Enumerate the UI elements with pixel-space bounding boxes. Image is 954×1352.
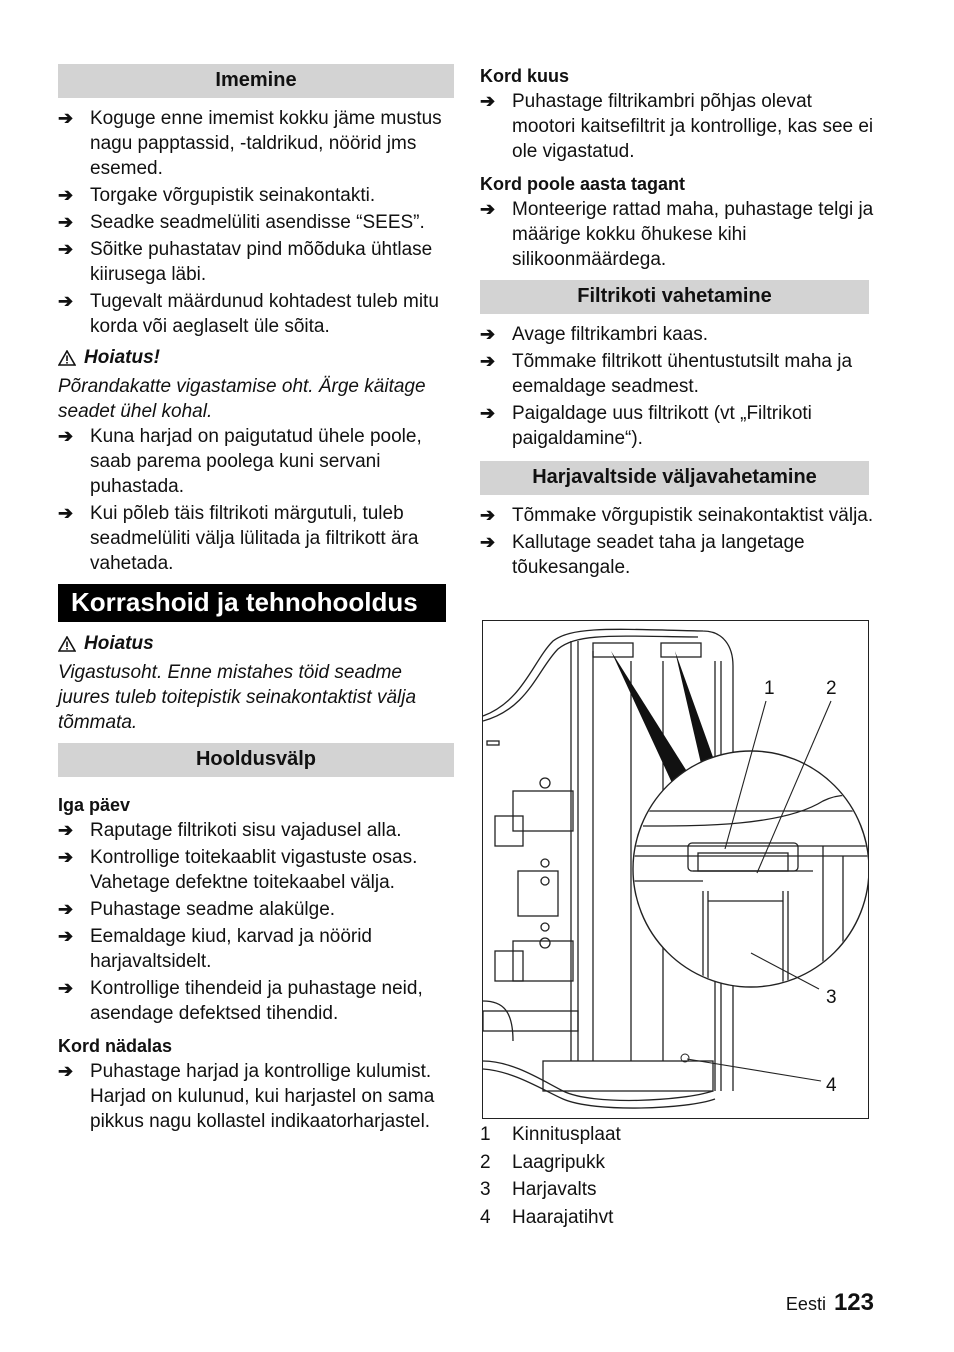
warning-text-1: Põrandakatte vigastamise oht. Ärge käitage seadet ühel kohal. (58, 376, 426, 422)
bullet-text: Sõitke puhastatav pind mõõduka ühtlase kiirusega läbi. (90, 239, 433, 285)
bullet-item (58, 976, 454, 1026)
imemine-list-2 (58, 424, 454, 576)
legend-label: Kinnitusplaat (512, 1124, 621, 1145)
legend-number: 1 (480, 1124, 491, 1145)
warning-title-2-text: Hoiatus (84, 633, 154, 654)
filtrikoti-list (480, 322, 878, 451)
bullet-item (58, 237, 454, 287)
bullet-text: Avage filtrikambri kaas. (512, 324, 709, 345)
brush-roller-illustration (483, 621, 869, 1119)
iga-paev-title: Iga päev (58, 795, 131, 815)
legend-number: 3 (480, 1179, 491, 1200)
footer-language: Eesti (785, 1294, 826, 1314)
arrow-right-icon: ➔ (480, 199, 496, 219)
legend-number: 2 (480, 1151, 491, 1173)
arrow-right-icon: ➔ (58, 926, 74, 946)
warning-text-2: Vigastusoht. Enne mistahes töid seadme juures tuleb toitepistik seinakontaktist välja tõmmata. (58, 662, 417, 733)
bullet-item (480, 322, 878, 347)
bullet-text: Seadke seadmelüliti asendisse “SEES”. (90, 212, 425, 233)
bullet-item (480, 89, 878, 164)
legend-label: Harjavalts (512, 1179, 597, 1200)
arrow-right-icon: ➔ (58, 239, 74, 259)
arrow-right-icon: ➔ (58, 820, 74, 840)
legend-row (480, 1204, 621, 1232)
arrow-right-icon: ➔ (480, 351, 496, 371)
kord-poole-title: Kord poole aasta tagant (480, 174, 686, 194)
bullet-item (480, 530, 878, 580)
bullet-text: Puhastage filtrikambri põhjas olevat mootori kaitsefiltrit ja kontrollige, kas see ei ole vigastatud. (512, 91, 874, 162)
arrow-right-icon: ➔ (58, 291, 74, 311)
kord-poole-list (480, 197, 878, 272)
bullet-item (58, 1059, 454, 1134)
arrow-right-icon: ➔ (58, 108, 74, 128)
bullet-item (480, 401, 878, 451)
arrow-right-icon: ➔ (480, 324, 496, 344)
bullet-item (58, 183, 454, 208)
right-column (480, 64, 878, 580)
bullet-text: Torgake võrgupistik seinakontakti. (90, 185, 376, 206)
bullet-text: Tugevalt määrdunud kohtadest tuleb mitu korda või aeglaselt üle sõita. (90, 291, 439, 337)
arrow-right-icon: ➔ (480, 403, 496, 423)
bullet-item (58, 818, 454, 843)
bullet-text: Monteerige rattad maha, puhastage telgi ja määrige kokku õhukese kihi silikoonmäärdega. (512, 199, 874, 270)
bullet-item (480, 349, 878, 399)
bullet-item (58, 924, 454, 974)
bullet-text: Raputage filtrikoti sisu vajadusel alla. (90, 820, 402, 841)
warning-title-1-text: Hoiatus! (84, 347, 160, 368)
arrow-right-icon: ➔ (58, 1061, 74, 1081)
bullet-text: Kontrollige toitekaablit vigastuste osas. Vahetage defektne toitekaabel välja. (90, 847, 418, 893)
bullet-text: Tõmmake filtrikott ühentustutsilt maha ja eemaldage seadmest. (512, 351, 853, 397)
bullet-text: Koguge enne imemist kokku jäme mustus nagu papptassid, -taldrikud, nöörid jms esemed. (90, 108, 442, 179)
bullet-item (58, 897, 454, 922)
legend-row (480, 1149, 621, 1177)
bullet-text: Kuna harjad on paigutatud ühele poole, saab parema poolega kuni servani puhastada. (90, 426, 422, 497)
bullet-item (480, 503, 878, 528)
arrow-right-icon: ➔ (480, 505, 496, 525)
harja-heading: Harjavaltside väljavahetamine (480, 461, 869, 495)
bullet-text: Puhastage seadme alakülge. (90, 899, 336, 920)
imemine-heading: Imemine (58, 64, 454, 98)
bullet-item (58, 106, 454, 181)
legend-row (480, 1121, 621, 1149)
bullet-item (58, 501, 454, 576)
arrow-right-icon: ➔ (58, 185, 74, 205)
bullet-text: Tõmmake võrgupistik seinakontaktist välja. (512, 505, 874, 526)
bullet-text: Kallutage seadet taha ja langetage tõukesangale. (512, 532, 805, 578)
arrow-right-icon: ➔ (58, 847, 74, 867)
arrow-right-icon: ➔ (58, 503, 74, 523)
bullet-text: Kui põleb täis filtrikoti märgutuli, tuleb seadmelüliti välja lülitada ja filtrikott ära vahetada. (90, 503, 419, 574)
bullet-item (58, 424, 454, 499)
bullet-text: Eemaldage kiud, karvad ja nöörid harjavaltsidelt. (90, 926, 373, 972)
bullet-text: Paigaldage uus filtrikott (vt „Filtrikoti paigaldamine“). (512, 403, 812, 449)
kord-nadalas-list (58, 1059, 454, 1134)
figure-legend (480, 1121, 621, 1231)
bullet-item (58, 210, 454, 235)
warning-triangle-icon (58, 350, 76, 366)
kord-kuus-list (480, 89, 878, 164)
arrow-right-icon: ➔ (58, 426, 74, 446)
bullet-item (58, 845, 454, 895)
warning-title-2 (58, 631, 454, 656)
arrow-right-icon: ➔ (58, 978, 74, 998)
brush-roller-figure (482, 620, 869, 1119)
hooldus-heading: Hooldusvälp (58, 743, 454, 777)
main-heading: Korrashoid ja tehnohooldus (58, 584, 446, 622)
bullet-text: Kontrollige tihendeid ja puhastage neid, asendage defektsed tihendid. (90, 978, 423, 1024)
arrow-right-icon: ➔ (480, 91, 496, 111)
bullet-text: Puhastage harjad ja kontrollige kulumist. Harjad on kulunud, kui harjastel on sama pikkus nagu kollastel indikaatorharjastel. (90, 1061, 435, 1132)
imemine-list (58, 106, 454, 339)
bullet-item (58, 289, 454, 339)
callout-2: 2 (826, 678, 837, 699)
page-number: 123 (833, 1289, 874, 1316)
kord-nadalas-title: Kord nädalas (58, 1036, 173, 1056)
page-footer (786, 1290, 874, 1317)
bullet-item (480, 197, 878, 272)
iga-paev-list (58, 818, 454, 1026)
arrow-right-icon: ➔ (480, 532, 496, 552)
callout-3: 3 (826, 987, 837, 1008)
harja-list (480, 503, 878, 580)
left-column (58, 64, 454, 1134)
warning-triangle-icon (58, 636, 76, 652)
legend-label: Haarajatihvt (512, 1206, 614, 1228)
arrow-right-icon: ➔ (58, 212, 74, 232)
legend-label: Laagripukk (512, 1151, 605, 1173)
legend-row (480, 1176, 621, 1204)
callout-1: 1 (764, 678, 775, 699)
legend-number: 4 (480, 1206, 491, 1228)
kord-kuus-title: Kord kuus (480, 66, 570, 86)
callout-4: 4 (826, 1075, 837, 1096)
filtrikoti-heading: Filtrikoti vahetamine (480, 280, 869, 314)
arrow-right-icon: ➔ (58, 899, 74, 919)
warning-title-1 (58, 345, 454, 370)
